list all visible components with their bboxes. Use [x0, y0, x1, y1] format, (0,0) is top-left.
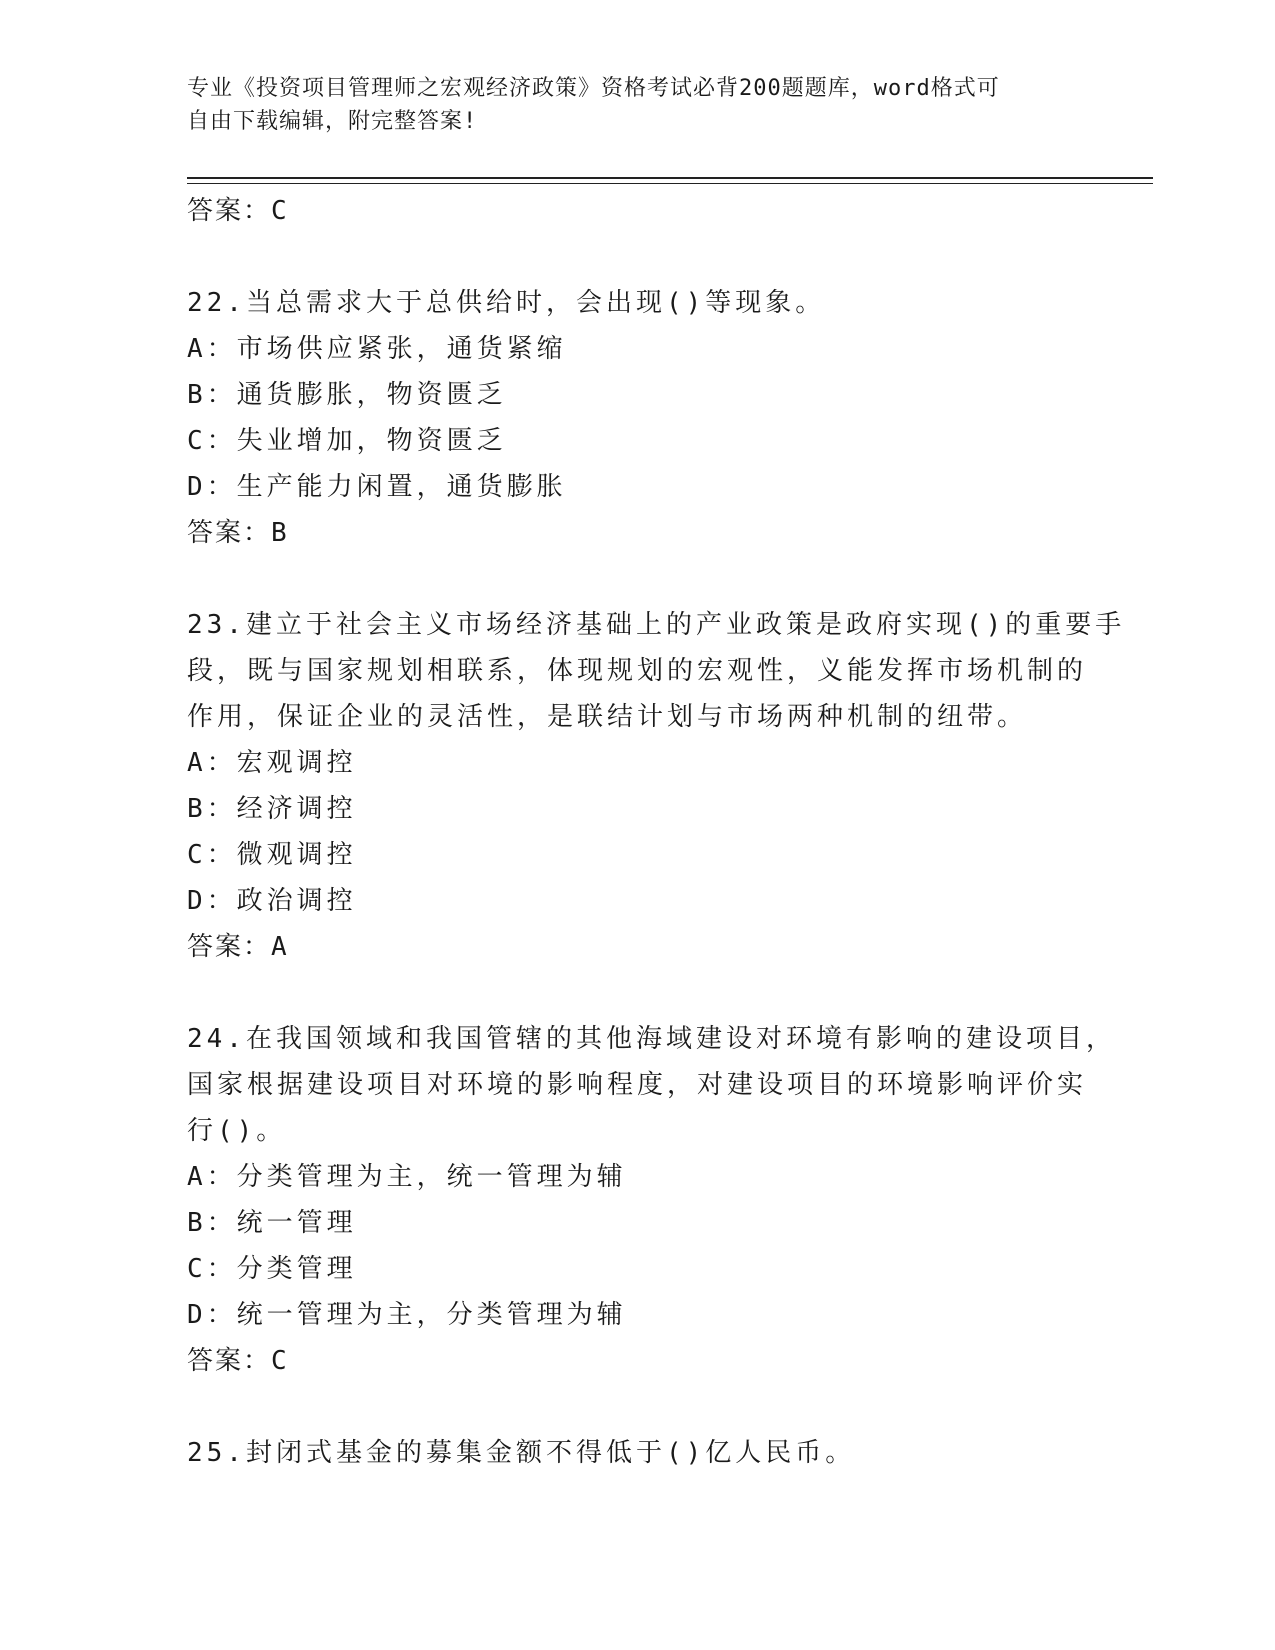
- answer-line: [187, 188, 1087, 234]
- question-stem-line: 作用，保证企业的灵活性，是联结计划与市场两种机制的纽带。: [187, 702, 1028, 732]
- answer-label: 答案：: [187, 932, 272, 962]
- answer-line: [187, 510, 1087, 556]
- document-header: [187, 72, 1067, 138]
- answer-label: 答案：: [187, 1346, 272, 1376]
- header-line-1: 专业《投资项目管理师之宏观经济政策》资格考试必背200题题库，word格式可: [187, 76, 1000, 101]
- option-line: B：通货膨胀，物资匮乏: [187, 380, 507, 410]
- option-line: D：统一管理为主，分类管理为辅: [187, 1300, 627, 1330]
- question-block: [187, 1016, 1116, 1430]
- option-line: B：经济调控: [187, 794, 357, 824]
- answer-value: B: [271, 518, 289, 548]
- question-block: [187, 602, 1126, 1016]
- question-stem-line: 段，既与国家规划相联系，体现规划的宏观性，义能发挥市场机制的: [187, 656, 1088, 686]
- option-line: D：政治调控: [187, 886, 357, 916]
- question-block: [187, 280, 1087, 602]
- option-line: C：失业增加，物资匮乏: [187, 426, 507, 456]
- question-stem-line: 行()。: [187, 1116, 287, 1146]
- answer-label: 答案：: [187, 196, 272, 226]
- answer-value: C: [271, 196, 289, 226]
- answer-label: 答案：: [187, 518, 272, 548]
- question-list: [187, 188, 1126, 1476]
- option-line: C：分类管理: [187, 1254, 357, 1284]
- option-line: C：微观调控: [187, 840, 357, 870]
- question-block: [187, 1430, 1087, 1476]
- question-stem-line: 23.建立于社会主义市场经济基础上的产业政策是政府实现()的重要手: [187, 610, 1126, 640]
- question-stem-line: 24.在我国领域和我国管辖的其他海域建设对环境有影响的建设项目，: [187, 1024, 1116, 1054]
- option-line: D：生产能力闲置，通货膨胀: [187, 472, 567, 502]
- option-line: A：市场供应紧张，通货紧缩: [187, 334, 567, 364]
- answer-value: C: [271, 1346, 289, 1376]
- option-line: A：分类管理为主，统一管理为辅: [187, 1162, 627, 1192]
- header-line-2: 自由下载编辑，附完整答案!: [187, 109, 478, 134]
- header-rule-thick: [187, 177, 1153, 179]
- answer-line: [187, 1338, 1087, 1384]
- answer-value: A: [271, 932, 289, 962]
- question-stem-line: 22.当总需求大于总供给时，会出现()等现象。: [187, 288, 826, 318]
- question-stem-line: 国家根据建设项目对环境的影响程度，对建设项目的环境影响评价实: [187, 1070, 1088, 1100]
- question-stem-line: 25.封闭式基金的募集金额不得低于()亿人民币。: [187, 1438, 856, 1468]
- questions-container: [187, 280, 1126, 1476]
- option-line: A：宏观调控: [187, 748, 357, 778]
- header-rule-thin: [187, 183, 1153, 184]
- answer-line: [187, 924, 1087, 970]
- option-line: B：统一管理: [187, 1208, 357, 1238]
